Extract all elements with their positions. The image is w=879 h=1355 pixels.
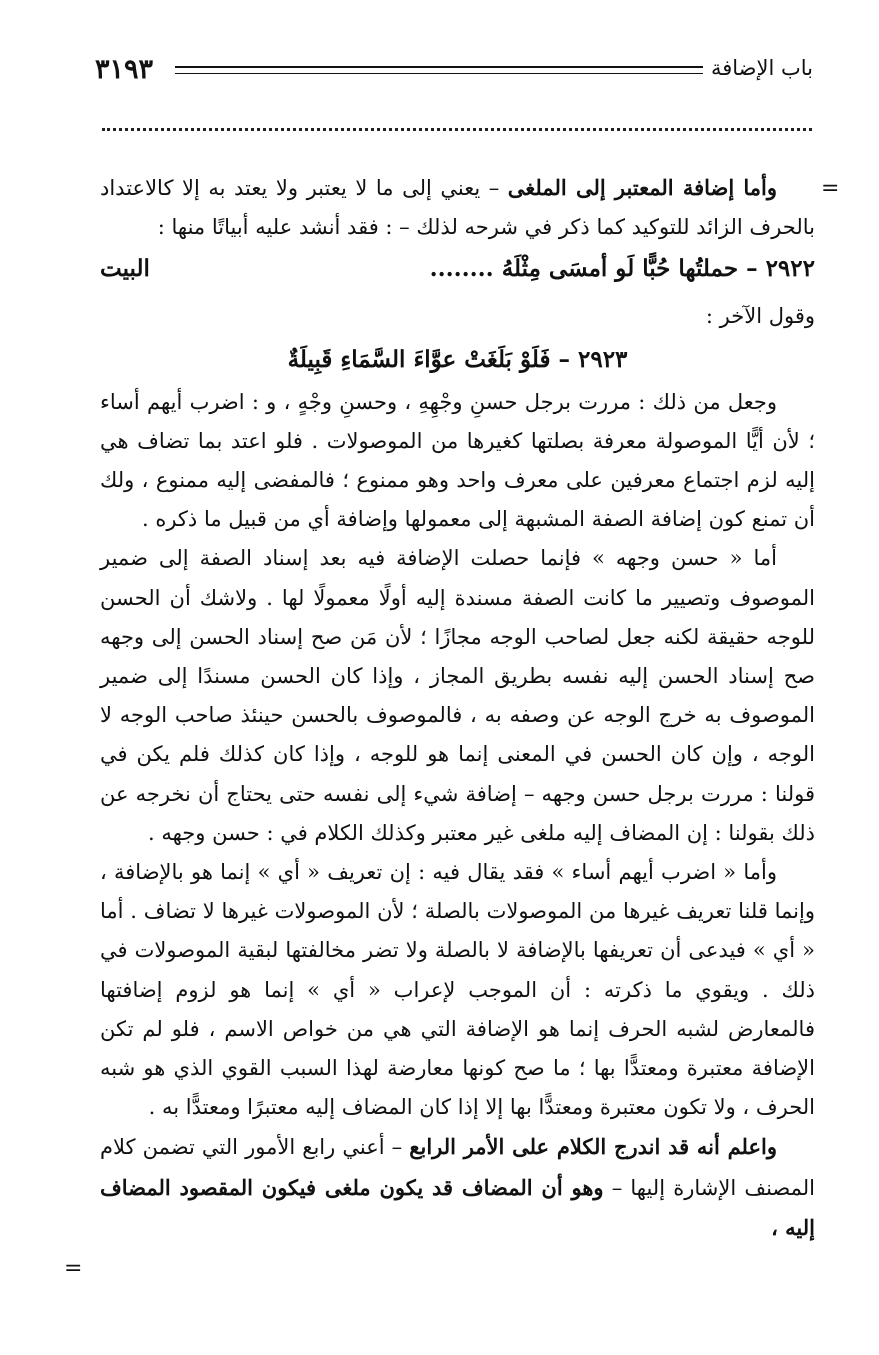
margin-mark-bottom: =	[64, 1256, 83, 1281]
paragraph-text: وقول الآخر :	[705, 304, 815, 329]
paragraph-text: – أعني رابع الأمور التي تضمن كلام المصنف الإشارة إليها –	[100, 1135, 815, 1200]
paragraph: وجعل من ذلك : مررت برجل حسنِ وجْهِهِ ، وحسنِ وجْهٍ ، و : اضرب أيهم أساء ؛ لأن أيًّا الموصولة معرفة بصلتها كغيرها من الموصولات . فلو اعتد بما تضاف هي إليه لزم اجتماع معرفين على معرف واحد وهو ممنوع ؛ فالمفضى إليه ممنوع ، ولك أن تمنع كون إضافة الصفة المشبهة إلى معمولها وإضافة أي من قبيل ما ذكره .	[100, 389, 815, 532]
verse-line: ٢٩٢٣ – فَلَوْ بَلَغَتْ عوَّاءَ السَّمَاءِ قَبِيلَةٌ	[287, 345, 628, 373]
verse-text: ٢٩٢٢ – حملتُها حُبًّا لَو أمسَى مِثْلَهُ ........	[429, 255, 815, 283]
paragraph	[100, 1127, 815, 1248]
bold-phrase: وأما إضافة المعتبر إلى الملغى	[507, 175, 777, 200]
bold-phrase: وهو أن المضاف قد يكون ملغى فيكون المقصود المضاف إليه ،	[100, 1174, 815, 1240]
paragraph	[100, 168, 815, 247]
paragraph-text: – يعني إلى ما لا يعتبر ولا يعتد به إلا كالاعتداد بالحرف الزائد للتوكيد كما ذكر في شرحه لذلك – : فقد أنشد عليه أبياتًا منها :	[100, 176, 815, 240]
bold-phrase: واعلم أنه قد اندرج الكلام على الأمر الرابع	[409, 1134, 778, 1160]
verse-line	[100, 247, 815, 291]
verse-end-label: البيت	[100, 255, 150, 283]
header-rule	[175, 66, 703, 74]
paragraph: وأما « اضرب أيهم أساء » فقد يقال فيه : إن تعريف « أي » إنما هو بالإضافة ، وإنما قلنا تعريف غيرها من الموصولات بالصلة ؛ لأن الموصولات غيرها لا تضاف . أما « أي » فيدعى أن تعريفها بالإضافة لا بالصلة ولا تضر مخالفتها لبقية الموصولات في ذلك . ويقوي ما ذكرته : أن الموجب لإعراب « أي » إنما هو لزوم إضافتها فالمعارض لشبه الحرف إنما هو الإضافة التي هي من خواص الاسم ، فلو لم تكن الإضافة معتبرة ومعتدًّا بها ؛ ما صح كونها معارضة لهذا السبب القوي الذي هو شبه الحرف ، ولا تكون معتبرة ومعتدًّا بها إلا إذا كان المضاف إليه معتبرًا ومعتدًّا به .	[100, 860, 815, 1120]
page-number: ٣١٩٣	[95, 54, 154, 85]
margin-mark-top: =	[821, 176, 840, 201]
page-body	[100, 168, 815, 1248]
page-title: باب الإضافة	[710, 56, 813, 80]
paragraph: أما « حسن وجهه » فإنما حصلت الإضافة فيه بعد إسناد الصفة إلى ضمير الموصوف وتصيير ما كانت الصفة مسندة إليه أولًا معمولًا لها . ولاشك أن الحسن للوجه حقيقة لكنه جعل لصاحب الوجه مجازًا ؛ لأن مَن صح إسناد الحسن إلى وجهه صح إسناد الحسن إليه نفسه بطريق المجاز ، وإذا كان الحسن مسندًا إلى ضمير الموصوف به خرج الوجه عن وصفه به ، فالموصوف بالحسن حينئذ صاحب الوجه لا الوجه ، وإن كان الحسن في المعنى إنما هو للوجه ، وإذا كان كذلك فلم يكن في قولنا : مررت برجل حسن وجهه – إضافة شيء إلى نفسه حتى يحتاج أن نخرجه عن ذلك بقولنا : إن المضاف إليه ملغى غير معتبر وكذلك الكلام في : حسن وجهه .	[100, 546, 815, 845]
paragraph	[100, 297, 815, 336]
page-header	[95, 52, 813, 92]
dotted-separator	[102, 128, 812, 131]
